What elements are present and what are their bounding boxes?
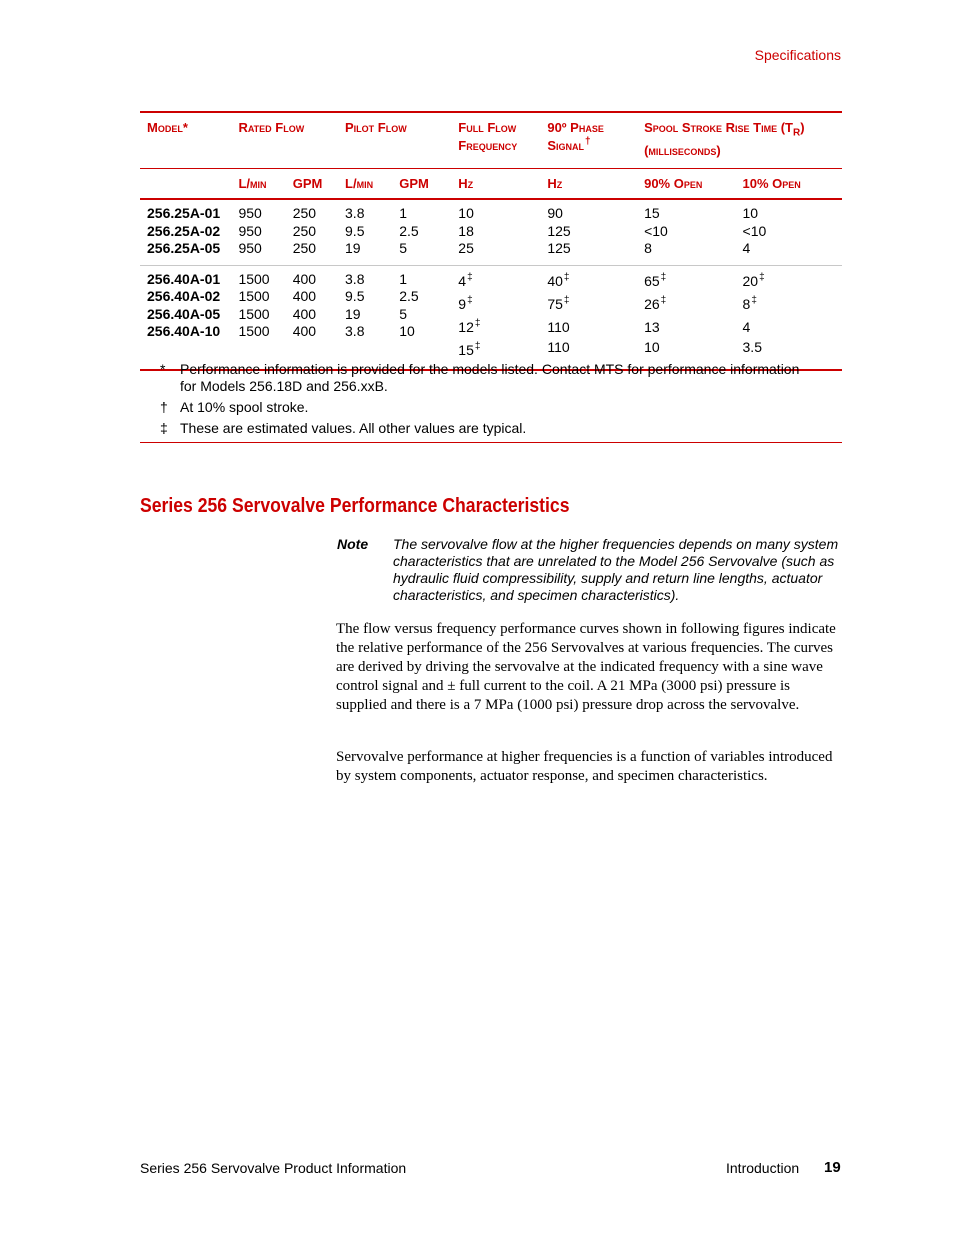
header-spool-line1 <box>644 119 842 142</box>
value: 4 <box>742 318 751 335</box>
double-dagger-mark: ‡ <box>660 271 667 283</box>
value: 1500 <box>238 323 270 340</box>
cell-90-open <box>644 199 742 265</box>
value: 400 <box>292 270 317 287</box>
model-name: 256.25A-05 <box>147 240 221 257</box>
units-pilot-lmin: L/min <box>345 168 399 199</box>
units-frequency-hz: Hz <box>458 168 547 199</box>
value: 3.8 <box>345 270 365 287</box>
header-full-flow-line2: Frequency <box>458 137 518 153</box>
value: 18 <box>458 222 474 239</box>
value: <10 <box>644 222 668 239</box>
cell-rated-gpm <box>293 199 345 265</box>
value: 1500 <box>238 305 270 322</box>
value: 950 <box>238 240 262 257</box>
footnote-text: These are estimated values. All other values are typical. <box>180 420 527 436</box>
cell-pilot-gpm <box>399 199 458 265</box>
header-model: Model* <box>140 112 238 168</box>
value: 1 <box>399 270 407 287</box>
units-pilot-gpm: GPM <box>399 168 458 199</box>
double-dagger-mark: ‡ <box>467 294 473 306</box>
header-phase-signal-text: Signal <box>547 137 585 153</box>
double-dagger-mark: ‡ <box>660 294 667 306</box>
cell-90-open <box>644 265 742 370</box>
dagger-mark: † <box>585 135 591 147</box>
value: 19 <box>345 240 361 257</box>
note-text: The servovalve flow at the higher frequencies depends on many system characteristics that are unrelated to the Model 256 Servovalve (such as hydraulic fluid compressibility, supply and return line lengths, actuator characteristics, and specimen characteristics). <box>393 536 839 603</box>
value: 250 <box>292 205 317 222</box>
value: 10 <box>399 323 415 340</box>
value: 5 <box>399 305 407 322</box>
running-header-section: Specifications <box>754 47 841 63</box>
value: 1500 <box>238 288 270 305</box>
value: 950 <box>238 222 262 239</box>
value: 9.5 <box>345 222 365 239</box>
cell-10-open <box>743 199 842 265</box>
value: 1 <box>399 205 407 222</box>
table-units-row <box>140 168 842 199</box>
header-phase-line1: 90º Phase <box>547 120 604 135</box>
value: 250 <box>292 222 317 239</box>
header-phase-line2 <box>547 137 644 157</box>
model-name: 256.25A-01 <box>147 205 221 222</box>
footnote-text: At 10% spool stroke. <box>180 399 309 415</box>
cell-phase <box>547 265 644 370</box>
value: 110 <box>547 338 570 355</box>
header-rated-flow: Rated Flow <box>238 112 345 168</box>
header-spool-sub: R <box>793 127 801 139</box>
value: 65‡ <box>644 271 667 289</box>
value: 12‡ <box>458 317 481 335</box>
header-full-flow-frequency <box>458 112 547 168</box>
value: 5 <box>399 240 407 257</box>
footnote <box>140 361 842 395</box>
value: 3.8 <box>345 323 365 340</box>
table-row-group-40a <box>140 265 842 370</box>
cell-pilot-gpm <box>399 265 458 370</box>
value: 2.5 <box>399 288 419 305</box>
value: 10 <box>644 338 660 355</box>
value: 9.5 <box>345 288 365 305</box>
value: 13 <box>644 318 660 335</box>
section-heading: Series 256 Servovalve Performance Characteristics <box>140 495 570 517</box>
cell-pilot-lmin <box>345 265 399 370</box>
value: 40‡ <box>547 271 570 289</box>
value: 8 <box>644 240 652 257</box>
model-name: 256.40A-02 <box>147 288 221 305</box>
footnote-text: Performance information is provided for the models listed. Contact MTS for performance information for Models 256.18D and 256.xxB. <box>180 361 800 394</box>
value: 90 <box>547 205 563 222</box>
table-footnotes <box>140 361 842 441</box>
double-dagger-mark: ‡ <box>563 271 570 283</box>
value: 10 <box>742 205 759 222</box>
units-rated-lmin: L/min <box>238 168 292 199</box>
cell-rated-lmin <box>238 265 292 370</box>
footer-doc-title: Series 256 Servovalve Product Information <box>140 1160 407 1176</box>
cell-phase <box>547 199 644 265</box>
value: 10 <box>458 205 474 222</box>
value: 20‡ <box>742 271 765 289</box>
double-dagger-mark: ‡ <box>751 294 757 306</box>
header-spool-text: Spool Stroke Rise Time (T <box>644 120 793 135</box>
footnote-mark: † <box>160 399 168 415</box>
value: 125 <box>547 240 571 257</box>
value: 125 <box>547 222 571 239</box>
units-phase-hz: Hz <box>547 168 644 199</box>
value: 15 <box>644 205 660 222</box>
value: 3.5 <box>742 338 762 355</box>
cell-rated-lmin <box>238 199 292 265</box>
body-paragraph: Servovalve performance at higher frequencies is a function of variables introduced by system components, actuator response, and specimen characteristics. <box>336 749 833 784</box>
value: 4‡ <box>458 271 473 289</box>
value: 8‡ <box>742 294 757 312</box>
footnote-mark: * <box>160 361 166 377</box>
value: 2.5 <box>399 222 419 239</box>
body-paragraph: The flow versus frequency performance curves shown in following figures indicate the relative performance of the 256 Servovalves at various frequencies. The curves are derived by driving the servovalve at the indicated frequency with a sine wave control signal and ± full current to the coil. A 21 MPa (3000 psi) pressure is supplied and there is a 7 MPa (1000 psi) pressure drop across the servovalve. <box>336 621 836 713</box>
header-pilot-flow: Pilot Flow <box>345 112 458 168</box>
cell-10-open <box>743 265 842 370</box>
value: 1500 <box>238 270 270 287</box>
double-dagger-mark: ‡ <box>467 271 473 283</box>
value: 950 <box>238 205 262 222</box>
footnote <box>140 420 842 437</box>
value: 110 <box>547 318 570 335</box>
double-dagger-mark: ‡ <box>563 294 570 306</box>
units-rated-gpm: GPM <box>293 168 345 199</box>
value: 26‡ <box>644 294 667 312</box>
value: 400 <box>292 323 317 340</box>
note-label: Note <box>337 536 369 552</box>
double-dagger-mark: ‡ <box>474 317 481 329</box>
page-number: 19 <box>824 1159 841 1176</box>
double-dagger-mark: ‡ <box>759 271 765 283</box>
footnote <box>140 399 842 416</box>
footer-chapter: Introduction <box>726 1160 800 1176</box>
header-phase-signal <box>547 112 644 168</box>
value: <10 <box>742 222 767 239</box>
model-name: 256.40A-01 <box>147 270 221 287</box>
specifications-table <box>140 111 842 371</box>
header-spool-rise-time <box>644 112 842 168</box>
units-90-open: 90% Open <box>644 168 742 199</box>
value: 400 <box>292 288 317 305</box>
value: 400 <box>292 305 317 322</box>
double-dagger-mark: ‡ <box>474 340 481 352</box>
value: 3.8 <box>345 205 365 222</box>
value: 75‡ <box>547 294 570 312</box>
value: 15‡ <box>458 340 481 358</box>
cell-pilot-lmin <box>345 199 399 265</box>
model-name: 256.40A-05 <box>147 305 221 322</box>
header-full-flow-line1: Full Flow <box>458 120 517 135</box>
value: 4 <box>742 240 751 257</box>
value: 19 <box>345 305 361 322</box>
footnotes-divider <box>140 442 842 443</box>
units-model-blank <box>140 168 238 199</box>
model-name: 256.40A-10 <box>147 323 221 340</box>
cell-models <box>140 265 238 370</box>
table-row-group-25a <box>140 199 842 265</box>
cell-frequency <box>458 199 547 265</box>
cell-models <box>140 199 238 265</box>
footnote-mark: ‡ <box>160 420 168 436</box>
value: 250 <box>292 240 317 257</box>
model-name: 256.25A-02 <box>147 222 221 239</box>
value: 9‡ <box>458 294 473 312</box>
cell-frequency <box>458 265 547 370</box>
note-callout <box>337 536 842 604</box>
header-spool-line2: (milliseconds) <box>644 143 721 159</box>
header-spool-close: ) <box>800 120 805 135</box>
cell-rated-gpm <box>293 265 345 370</box>
units-10-open: 10% Open <box>743 168 842 199</box>
value: 25 <box>458 240 474 257</box>
table-header-row <box>140 112 842 168</box>
